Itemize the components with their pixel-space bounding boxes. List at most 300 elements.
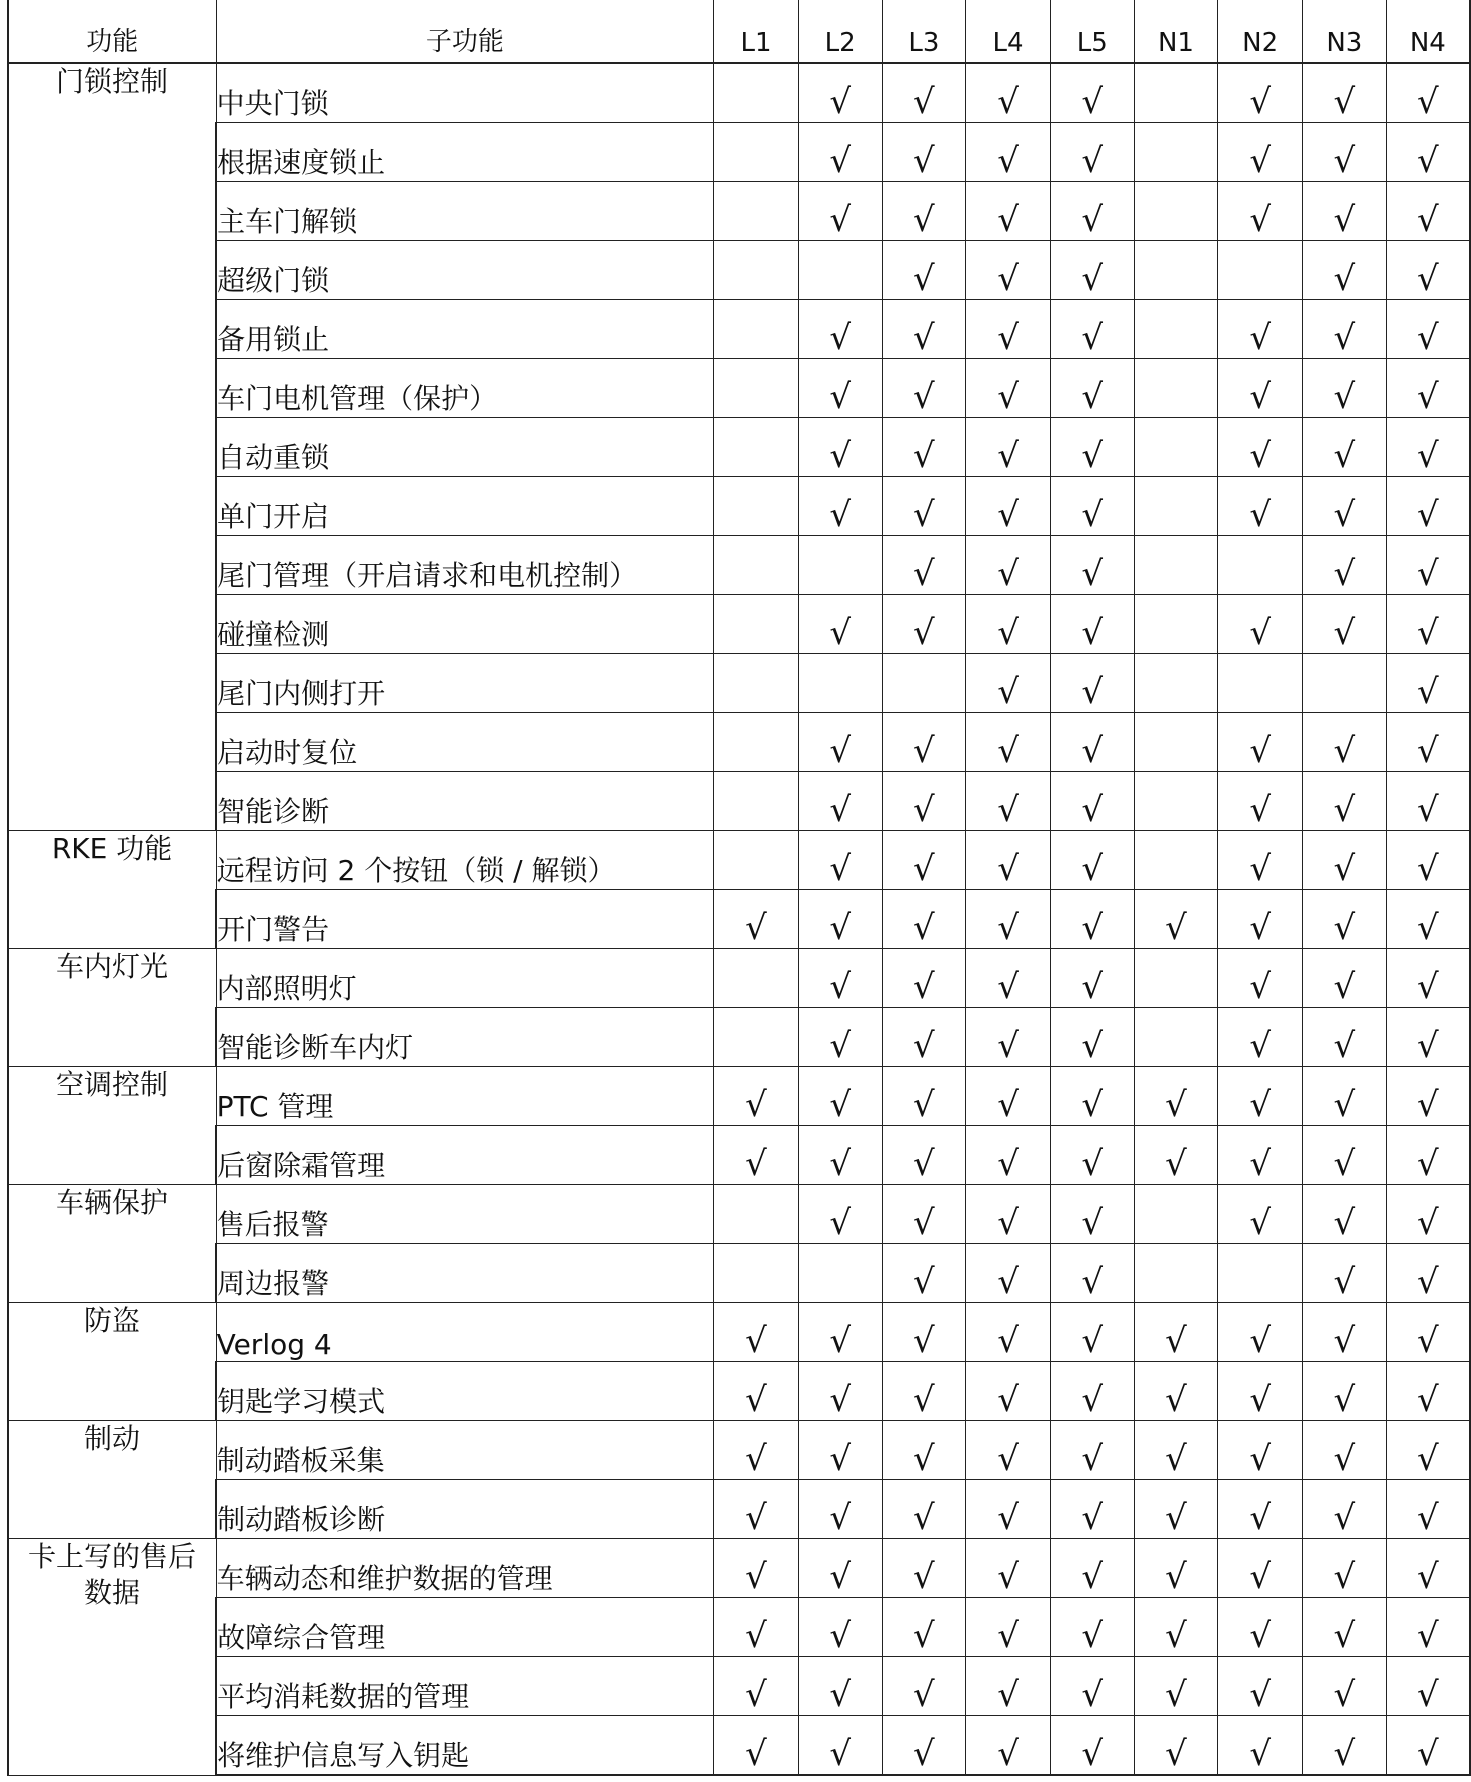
empty-mark-cell (714, 359, 799, 418)
check-mark-cell: √ (1050, 1598, 1134, 1657)
check-mark-cell: √ (1134, 1362, 1218, 1421)
table-row (8, 949, 1470, 1008)
check-mark-cell: √ (1134, 1126, 1218, 1185)
empty-mark-cell (714, 418, 799, 477)
subfunction-cell: 钥匙学习模式 (216, 1362, 714, 1421)
check-mark-cell: √ (1386, 595, 1470, 654)
check-mark-cell: √ (966, 772, 1051, 831)
check-mark-cell: √ (1303, 831, 1387, 890)
check-mark-cell: √ (1134, 890, 1218, 949)
empty-mark-cell (798, 654, 882, 713)
subfunction-cell: 智能诊断 (216, 772, 714, 831)
check-mark-cell: √ (882, 1362, 966, 1421)
check-mark-cell: √ (714, 1480, 799, 1539)
check-mark-cell: √ (1050, 1362, 1134, 1421)
check-mark-cell: √ (882, 1421, 966, 1480)
subfunction-cell: 根据速度锁止 (216, 123, 714, 182)
check-mark-cell: √ (714, 1067, 799, 1126)
empty-mark-cell (1134, 241, 1218, 300)
check-mark-cell: √ (1303, 241, 1387, 300)
table-row (8, 1716, 1470, 1776)
table-row (8, 1362, 1470, 1421)
check-mark-cell: √ (798, 63, 882, 123)
header-subfunction: 子功能 (216, 0, 714, 63)
check-mark-cell: √ (798, 1421, 882, 1480)
table-row (8, 241, 1470, 300)
check-mark-cell: √ (882, 1657, 966, 1716)
check-mark-cell: √ (966, 241, 1051, 300)
empty-mark-cell (714, 1244, 799, 1303)
check-mark-cell: √ (1050, 772, 1134, 831)
check-mark-cell: √ (1134, 1657, 1218, 1716)
empty-mark-cell (1134, 418, 1218, 477)
empty-mark-cell (1134, 63, 1218, 123)
check-mark-cell: √ (1218, 1598, 1303, 1657)
check-mark-cell: √ (1050, 1716, 1134, 1776)
subfunction-cell: 尾门管理（开启请求和电机控制） (216, 536, 714, 595)
check-mark-cell: √ (1386, 890, 1470, 949)
check-mark-cell: √ (1303, 1657, 1387, 1716)
check-mark-cell: √ (1050, 359, 1134, 418)
feature-matrix-table (7, 0, 1471, 1776)
check-mark-cell: √ (798, 890, 882, 949)
check-mark-cell: √ (798, 1185, 882, 1244)
check-mark-cell: √ (1050, 949, 1134, 1008)
check-mark-cell: √ (798, 1067, 882, 1126)
check-mark-cell: √ (1218, 890, 1303, 949)
empty-mark-cell (1218, 654, 1303, 713)
check-mark-cell: √ (966, 831, 1051, 890)
check-mark-cell: √ (1050, 1008, 1134, 1067)
check-mark-cell: √ (1050, 1126, 1134, 1185)
check-mark-cell: √ (1386, 1244, 1470, 1303)
check-mark-cell: √ (798, 831, 882, 890)
empty-mark-cell (714, 182, 799, 241)
header-variant-l3: L3 (882, 0, 966, 63)
empty-mark-cell (1134, 123, 1218, 182)
check-mark-cell: √ (1134, 1480, 1218, 1539)
subfunction-cell: 智能诊断车内灯 (216, 1008, 714, 1067)
check-mark-cell: √ (1386, 1185, 1470, 1244)
check-mark-cell: √ (966, 1244, 1051, 1303)
check-mark-cell: √ (966, 1185, 1051, 1244)
check-mark-cell: √ (1218, 182, 1303, 241)
check-mark-cell: √ (1050, 1185, 1134, 1244)
check-mark-cell: √ (1218, 831, 1303, 890)
empty-mark-cell (1134, 1185, 1218, 1244)
check-mark-cell: √ (966, 477, 1051, 536)
check-mark-cell: √ (1218, 949, 1303, 1008)
check-mark-cell: √ (882, 359, 966, 418)
check-mark-cell: √ (1386, 418, 1470, 477)
empty-mark-cell (1134, 359, 1218, 418)
check-mark-cell: √ (1386, 831, 1470, 890)
check-mark-cell: √ (882, 1716, 966, 1776)
function-cell: 空调控制 (8, 1067, 216, 1185)
check-mark-cell: √ (1050, 63, 1134, 123)
check-mark-cell: √ (1050, 1539, 1134, 1598)
check-mark-cell: √ (1386, 1480, 1470, 1539)
function-cell: 防盗 (8, 1303, 216, 1421)
check-mark-cell: √ (1386, 182, 1470, 241)
table-row (8, 1185, 1470, 1244)
check-mark-cell: √ (1050, 713, 1134, 772)
header-variant-l5: L5 (1050, 0, 1134, 63)
check-mark-cell: √ (798, 713, 882, 772)
check-mark-cell: √ (1050, 300, 1134, 359)
check-mark-cell: √ (882, 123, 966, 182)
check-mark-cell: √ (1218, 123, 1303, 182)
check-mark-cell: √ (1050, 477, 1134, 536)
check-mark-cell: √ (1303, 1421, 1387, 1480)
check-mark-cell: √ (1303, 1539, 1387, 1598)
empty-mark-cell (1134, 1008, 1218, 1067)
check-mark-cell: √ (1303, 123, 1387, 182)
check-mark-cell: √ (966, 1008, 1051, 1067)
check-mark-cell: √ (882, 1185, 966, 1244)
check-mark-cell: √ (1386, 359, 1470, 418)
check-mark-cell: √ (1386, 1421, 1470, 1480)
header-variant-n2: N2 (1218, 0, 1303, 63)
table-row (8, 477, 1470, 536)
check-mark-cell: √ (1218, 63, 1303, 123)
subfunction-cell: 制动踏板诊断 (216, 1480, 714, 1539)
check-mark-cell: √ (1386, 713, 1470, 772)
subfunction-cell: PTC 管理 (216, 1067, 714, 1126)
check-mark-cell: √ (1386, 949, 1470, 1008)
empty-mark-cell (1134, 1244, 1218, 1303)
check-mark-cell: √ (882, 1539, 966, 1598)
check-mark-cell: √ (966, 1716, 1051, 1776)
empty-mark-cell (1134, 182, 1218, 241)
check-mark-cell: √ (1303, 1126, 1387, 1185)
check-mark-cell: √ (1386, 1657, 1470, 1716)
check-mark-cell: √ (1050, 1067, 1134, 1126)
subfunction-cell: 内部照明灯 (216, 949, 714, 1008)
empty-mark-cell (714, 300, 799, 359)
table-row (8, 1598, 1470, 1657)
check-mark-cell: √ (882, 536, 966, 595)
table-row (8, 1067, 1470, 1126)
table-row (8, 536, 1470, 595)
empty-mark-cell (1303, 654, 1387, 713)
check-mark-cell: √ (1050, 595, 1134, 654)
check-mark-cell: √ (882, 772, 966, 831)
subfunction-cell: 主车门解锁 (216, 182, 714, 241)
header-variant-l4: L4 (966, 0, 1051, 63)
check-mark-cell: √ (882, 831, 966, 890)
check-mark-cell: √ (798, 1303, 882, 1362)
check-mark-cell: √ (882, 595, 966, 654)
check-mark-cell: √ (1303, 300, 1387, 359)
check-mark-cell: √ (798, 1716, 882, 1776)
check-mark-cell: √ (966, 1067, 1051, 1126)
header-variant-l1: L1 (714, 0, 799, 63)
check-mark-cell: √ (1218, 1657, 1303, 1716)
check-mark-cell: √ (1386, 772, 1470, 831)
header-variant-n4: N4 (1386, 0, 1470, 63)
empty-mark-cell (1218, 1244, 1303, 1303)
table-row (8, 1657, 1470, 1716)
subfunction-cell: 车门电机管理（保护） (216, 359, 714, 418)
table-row (8, 1480, 1470, 1539)
empty-mark-cell (714, 949, 799, 1008)
check-mark-cell: √ (966, 182, 1051, 241)
check-mark-cell: √ (966, 1480, 1051, 1539)
empty-mark-cell (714, 477, 799, 536)
subfunction-cell: 单门开启 (216, 477, 714, 536)
check-mark-cell: √ (1303, 182, 1387, 241)
check-mark-cell: √ (1218, 359, 1303, 418)
check-mark-cell: √ (798, 300, 882, 359)
check-mark-cell: √ (1303, 536, 1387, 595)
check-mark-cell: √ (966, 63, 1051, 123)
header-variant-n3: N3 (1303, 0, 1387, 63)
check-mark-cell: √ (966, 1657, 1051, 1716)
check-mark-cell: √ (1303, 1067, 1387, 1126)
table-row (8, 359, 1470, 418)
check-mark-cell: √ (1050, 1244, 1134, 1303)
subfunction-cell: 自动重锁 (216, 418, 714, 477)
table-row (8, 1126, 1470, 1185)
table-row (8, 1303, 1470, 1362)
check-mark-cell: √ (1218, 772, 1303, 831)
check-mark-cell: √ (1218, 418, 1303, 477)
check-mark-cell: √ (1386, 1716, 1470, 1776)
check-mark-cell: √ (1303, 1362, 1387, 1421)
check-mark-cell: √ (1303, 949, 1387, 1008)
check-mark-cell: √ (966, 1421, 1051, 1480)
empty-mark-cell (1134, 949, 1218, 1008)
check-mark-cell: √ (1050, 182, 1134, 241)
empty-mark-cell (882, 654, 966, 713)
check-mark-cell: √ (882, 713, 966, 772)
check-mark-cell: √ (882, 1598, 966, 1657)
subfunction-cell: 碰撞检测 (216, 595, 714, 654)
subfunction-cell: 平均消耗数据的管理 (216, 1657, 714, 1716)
check-mark-cell: √ (1303, 595, 1387, 654)
check-mark-cell: √ (798, 1008, 882, 1067)
check-mark-cell: √ (1218, 713, 1303, 772)
table-row (8, 595, 1470, 654)
subfunction-cell: 周边报警 (216, 1244, 714, 1303)
subfunction-cell: 远程访问 2 个按钮（锁 / 解锁） (216, 831, 714, 890)
header-variant-n1: N1 (1134, 0, 1218, 63)
subfunction-cell: 中央门锁 (216, 63, 714, 123)
check-mark-cell: √ (1050, 1657, 1134, 1716)
check-mark-cell: √ (798, 1126, 882, 1185)
subfunction-cell: 启动时复位 (216, 713, 714, 772)
table-row (8, 63, 1470, 123)
check-mark-cell: √ (1386, 477, 1470, 536)
function-cell: 车内灯光 (8, 949, 216, 1067)
check-mark-cell: √ (1218, 300, 1303, 359)
check-mark-cell: √ (1134, 1421, 1218, 1480)
empty-mark-cell (1218, 536, 1303, 595)
check-mark-cell: √ (1386, 1008, 1470, 1067)
empty-mark-cell (1218, 241, 1303, 300)
check-mark-cell: √ (966, 890, 1051, 949)
check-mark-cell: √ (882, 63, 966, 123)
empty-mark-cell (1134, 713, 1218, 772)
check-mark-cell: √ (882, 418, 966, 477)
check-mark-cell: √ (1303, 1716, 1387, 1776)
subfunction-cell: 车辆动态和维护数据的管理 (216, 1539, 714, 1598)
empty-mark-cell (1134, 595, 1218, 654)
check-mark-cell: √ (1218, 1539, 1303, 1598)
check-mark-cell: √ (966, 536, 1051, 595)
check-mark-cell: √ (1386, 1598, 1470, 1657)
empty-mark-cell (798, 536, 882, 595)
subfunction-cell: 备用锁止 (216, 300, 714, 359)
subfunction-cell: 超级门锁 (216, 241, 714, 300)
function-cell: 门锁控制 (8, 63, 216, 831)
check-mark-cell: √ (798, 477, 882, 536)
check-mark-cell: √ (1134, 1303, 1218, 1362)
check-mark-cell: √ (798, 123, 882, 182)
table-row (8, 1539, 1470, 1598)
empty-mark-cell (714, 1008, 799, 1067)
function-cell: 车辆保护 (8, 1185, 216, 1303)
check-mark-cell: √ (1303, 1008, 1387, 1067)
check-mark-cell: √ (966, 654, 1051, 713)
check-mark-cell: √ (1386, 1067, 1470, 1126)
check-mark-cell: √ (1303, 1303, 1387, 1362)
check-mark-cell: √ (966, 595, 1051, 654)
table-row (8, 1421, 1470, 1480)
check-mark-cell: √ (1218, 1067, 1303, 1126)
check-mark-cell: √ (1386, 1362, 1470, 1421)
check-mark-cell: √ (714, 1303, 799, 1362)
check-mark-cell: √ (798, 1657, 882, 1716)
subfunction-cell: 尾门内侧打开 (216, 654, 714, 713)
check-mark-cell: √ (882, 949, 966, 1008)
check-mark-cell: √ (798, 359, 882, 418)
subfunction-cell: 售后报警 (216, 1185, 714, 1244)
table-row (8, 1008, 1470, 1067)
check-mark-cell: √ (1386, 1126, 1470, 1185)
subfunction-cell: 制动踏板采集 (216, 1421, 714, 1480)
check-mark-cell: √ (1134, 1539, 1218, 1598)
check-mark-cell: √ (882, 1126, 966, 1185)
empty-mark-cell (1134, 772, 1218, 831)
empty-mark-cell (714, 713, 799, 772)
check-mark-cell: √ (1050, 418, 1134, 477)
check-mark-cell: √ (1218, 477, 1303, 536)
table-row (8, 1244, 1470, 1303)
check-mark-cell: √ (966, 359, 1051, 418)
check-mark-cell: √ (1218, 1008, 1303, 1067)
check-mark-cell: √ (714, 1716, 799, 1776)
check-mark-cell: √ (1386, 1303, 1470, 1362)
header-row (8, 0, 1470, 63)
empty-mark-cell (1134, 536, 1218, 595)
check-mark-cell: √ (1386, 123, 1470, 182)
table-row (8, 418, 1470, 477)
check-mark-cell: √ (966, 1539, 1051, 1598)
check-mark-cell: √ (1303, 418, 1387, 477)
check-mark-cell: √ (714, 1657, 799, 1716)
check-mark-cell: √ (1386, 241, 1470, 300)
table-row (8, 831, 1470, 890)
check-mark-cell: √ (882, 1067, 966, 1126)
empty-mark-cell (798, 1244, 882, 1303)
check-mark-cell: √ (1386, 1539, 1470, 1598)
check-mark-cell: √ (882, 182, 966, 241)
check-mark-cell: √ (714, 890, 799, 949)
table-row (8, 300, 1470, 359)
check-mark-cell: √ (1303, 477, 1387, 536)
check-mark-cell: √ (714, 1539, 799, 1598)
check-mark-cell: √ (882, 1244, 966, 1303)
check-mark-cell: √ (1050, 1303, 1134, 1362)
check-mark-cell: √ (1386, 536, 1470, 595)
check-mark-cell: √ (1050, 654, 1134, 713)
check-mark-cell: √ (1303, 359, 1387, 418)
function-cell: 制动 (8, 1421, 216, 1539)
check-mark-cell: √ (966, 123, 1051, 182)
check-mark-cell: √ (1303, 1598, 1387, 1657)
header-function: 功能 (8, 0, 216, 63)
empty-mark-cell (714, 123, 799, 182)
check-mark-cell: √ (1303, 1480, 1387, 1539)
check-mark-cell: √ (882, 477, 966, 536)
check-mark-cell: √ (798, 182, 882, 241)
check-mark-cell: √ (1134, 1067, 1218, 1126)
check-mark-cell: √ (798, 772, 882, 831)
subfunction-cell: 故障综合管理 (216, 1598, 714, 1657)
table-row (8, 182, 1470, 241)
empty-mark-cell (1134, 831, 1218, 890)
table-body (8, 63, 1470, 1775)
check-mark-cell: √ (966, 949, 1051, 1008)
check-mark-cell: √ (1134, 1598, 1218, 1657)
check-mark-cell: √ (714, 1362, 799, 1421)
check-mark-cell: √ (1218, 1185, 1303, 1244)
check-mark-cell: √ (966, 1362, 1051, 1421)
check-mark-cell: √ (966, 300, 1051, 359)
check-mark-cell: √ (1303, 1185, 1387, 1244)
check-mark-cell: √ (1303, 890, 1387, 949)
check-mark-cell: √ (1050, 1480, 1134, 1539)
check-mark-cell: √ (1386, 63, 1470, 123)
check-mark-cell: √ (1303, 713, 1387, 772)
check-mark-cell: √ (1218, 1480, 1303, 1539)
check-mark-cell: √ (1218, 1362, 1303, 1421)
empty-mark-cell (714, 1185, 799, 1244)
check-mark-cell: √ (966, 1126, 1051, 1185)
table-row (8, 772, 1470, 831)
empty-mark-cell (714, 595, 799, 654)
function-cell: 卡上写的售后 数据 (8, 1539, 216, 1776)
check-mark-cell: √ (1218, 1716, 1303, 1776)
function-cell: RKE 功能 (8, 831, 216, 949)
empty-mark-cell (714, 654, 799, 713)
check-mark-cell: √ (1303, 63, 1387, 123)
check-mark-cell: √ (1218, 1126, 1303, 1185)
empty-mark-cell (1134, 477, 1218, 536)
check-mark-cell: √ (1050, 1421, 1134, 1480)
check-mark-cell: √ (882, 241, 966, 300)
check-mark-cell: √ (882, 1008, 966, 1067)
empty-mark-cell (714, 241, 799, 300)
table-row (8, 654, 1470, 713)
check-mark-cell: √ (882, 300, 966, 359)
check-mark-cell: √ (798, 418, 882, 477)
check-mark-cell: √ (966, 1598, 1051, 1657)
header-variant-l2: L2 (798, 0, 882, 63)
check-mark-cell: √ (798, 1598, 882, 1657)
